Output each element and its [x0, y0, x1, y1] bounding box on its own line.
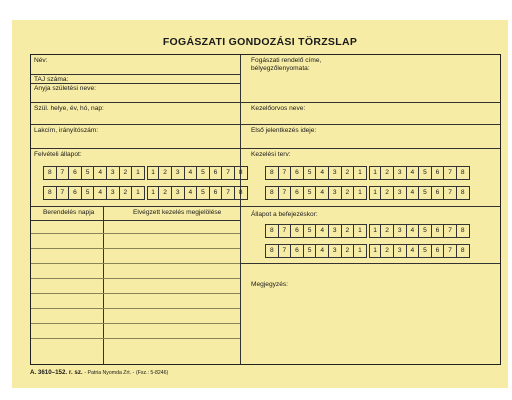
tooth-number-box: 3 — [107, 186, 120, 200]
tooth-number-box: 4 — [316, 224, 329, 238]
tooth-number-box: 5 — [82, 166, 95, 180]
table-header-line — [31, 220, 240, 221]
tooth-number-box: 8 — [266, 224, 279, 238]
tooth-number-box: 8 — [457, 166, 470, 180]
tooth-number-box: 4 — [316, 166, 329, 180]
tooth-number-box: 5 — [82, 186, 95, 200]
doctor-label: Kezelőorvos neve: — [251, 105, 306, 112]
table-column-divider — [103, 206, 104, 364]
tooth-number-box: 2 — [342, 166, 355, 180]
tooth-number-box: 1 — [369, 244, 382, 258]
tooth-number-box: 1 — [369, 166, 382, 180]
tooth-number-box: 7 — [222, 166, 235, 180]
tooth-number-box: 4 — [94, 186, 107, 200]
tooth-number-box: 8 — [266, 186, 279, 200]
birth-label: Szül. helye, év, hó, nap: — [34, 105, 104, 112]
tooth-number-box: 2 — [381, 186, 394, 200]
tooth-number-box: 7 — [222, 186, 235, 200]
tooth-number-box: 1 — [354, 244, 367, 258]
tooth-number-box: 7 — [57, 166, 70, 180]
tooth-number-box: 1 — [132, 186, 145, 200]
taj-label: TAJ száma: — [34, 76, 69, 83]
tooth-number-box: 7 — [279, 224, 292, 238]
tooth-number-box: 1 — [132, 166, 145, 180]
tooth-number-box: 8 — [266, 244, 279, 258]
tooth-number-box: 3 — [394, 186, 407, 200]
initial-lower-teeth — [43, 186, 248, 200]
tooth-number-box: 1 — [354, 166, 367, 180]
treatment-done-header: Elvégzett kezelés megjelölése — [133, 209, 222, 216]
tooth-number-box: 6 — [291, 224, 304, 238]
tooth-number-box: 8 — [44, 186, 57, 200]
tooth-number-box: 4 — [407, 244, 420, 258]
tooth-number-box: 2 — [381, 224, 394, 238]
office-label-2: bélyegzőlenyomata: — [251, 65, 310, 72]
name-line — [31, 74, 240, 75]
tooth-number-box: 2 — [159, 186, 172, 200]
tooth-number-box: 2 — [381, 244, 394, 258]
tooth-number-box: 2 — [120, 186, 133, 200]
tooth-number-box: 1 — [369, 224, 382, 238]
plan-upper-teeth — [265, 166, 470, 180]
tooth-number-box: 2 — [381, 166, 394, 180]
section-line-2 — [31, 206, 500, 207]
tooth-number-box: 4 — [407, 224, 420, 238]
tooth-number-box: 7 — [57, 186, 70, 200]
tooth-number-box: 8 — [266, 166, 279, 180]
tooth-number-box: 8 — [457, 186, 470, 200]
notes-label: Megjegyzés: — [251, 281, 289, 288]
tooth-number-box: 7 — [279, 166, 292, 180]
tooth-number-box: 1 — [354, 186, 367, 200]
tooth-number-box: 6 — [69, 186, 82, 200]
tooth-number-box: 5 — [304, 186, 317, 200]
tooth-number-box: 5 — [197, 166, 210, 180]
tooth-number-box: 3 — [329, 224, 342, 238]
name-label: Név: — [34, 57, 48, 64]
tooth-number-box: 3 — [172, 166, 185, 180]
tooth-number-box: 7 — [279, 244, 292, 258]
tooth-number-box: 2 — [120, 166, 133, 180]
tooth-number-box: 5 — [419, 166, 432, 180]
printer-name: - Patria Nyomda Zrt. - — [84, 370, 135, 376]
tooth-number-box: 3 — [329, 186, 342, 200]
tooth-number-box: 5 — [419, 186, 432, 200]
tooth-number-box: 8 — [457, 224, 470, 238]
tooth-number-box: 6 — [291, 186, 304, 200]
tooth-number-box: 1 — [369, 186, 382, 200]
tooth-number-box: 5 — [197, 186, 210, 200]
tooth-number-box: 7 — [444, 224, 457, 238]
tooth-number-box: 4 — [94, 166, 107, 180]
tooth-number-box: 4 — [407, 166, 420, 180]
tooth-number-box: 8 — [44, 166, 57, 180]
tooth-number-box: 6 — [210, 166, 223, 180]
tooth-number-box: 5 — [304, 244, 317, 258]
tooth-number-box: 6 — [432, 224, 445, 238]
tooth-number-box: 6 — [432, 186, 445, 200]
tooth-number-box: 5 — [304, 166, 317, 180]
tooth-number-box: 1 — [147, 166, 160, 180]
form-footer — [30, 369, 168, 376]
tooth-number-box: 3 — [394, 224, 407, 238]
tooth-number-box: 6 — [432, 166, 445, 180]
tooth-number-box: 2 — [342, 244, 355, 258]
dental-record-card — [12, 20, 508, 388]
initial-state-label: Felvételi állapot: — [34, 151, 82, 158]
order-number: (Fsz.: 5-8246) — [135, 370, 169, 376]
form-frame — [30, 54, 501, 365]
tooth-number-box: 1 — [354, 224, 367, 238]
tooth-number-box: 4 — [185, 166, 198, 180]
tooth-number-box: 8 — [457, 244, 470, 258]
initial-upper-teeth — [43, 166, 248, 180]
section-line-1 — [31, 148, 500, 149]
appointment-day-header: Berendelés napja — [43, 209, 95, 216]
tooth-number-box: 3 — [329, 166, 342, 180]
tooth-number-box: 5 — [304, 224, 317, 238]
tooth-number-box: 5 — [419, 244, 432, 258]
office-label: Fogászati rendelő címe, — [251, 57, 322, 64]
tooth-number-box: 7 — [444, 186, 457, 200]
tooth-number-box: 3 — [329, 244, 342, 258]
tooth-number-box: 2 — [342, 224, 355, 238]
plan-lower-teeth — [265, 186, 470, 200]
mother-name-label: Anyja születési neve: — [34, 85, 96, 92]
tooth-number-box: 7 — [279, 186, 292, 200]
tooth-number-box: 4 — [185, 186, 198, 200]
tooth-number-box: 5 — [419, 224, 432, 238]
tooth-number-box: 6 — [291, 244, 304, 258]
final-upper-teeth — [265, 224, 470, 238]
final-state-label: Állapot a befejezéskor: — [251, 211, 318, 218]
first-visit-label: Első jelentkezés ideje: — [251, 127, 317, 134]
tooth-number-box: 3 — [107, 166, 120, 180]
form-title: FOGÁSZATI GONDOZÁSI TÖRZSLAP — [162, 36, 358, 48]
tooth-number-box: 1 — [147, 186, 160, 200]
tooth-number-box: 3 — [394, 244, 407, 258]
tooth-number-box: 8 — [235, 166, 248, 180]
tooth-number-box: 6 — [291, 166, 304, 180]
form-code: A. 3610–152. r. sz. — [30, 369, 83, 376]
tooth-number-box: 6 — [69, 166, 82, 180]
tooth-number-box: 2 — [342, 186, 355, 200]
tooth-number-box: 6 — [432, 244, 445, 258]
tooth-number-box: 4 — [316, 186, 329, 200]
tooth-number-box: 7 — [444, 244, 457, 258]
notes-separator — [240, 263, 500, 264]
tooth-number-box: 7 — [444, 166, 457, 180]
tooth-number-box: 4 — [316, 244, 329, 258]
tooth-number-box: 3 — [172, 186, 185, 200]
final-lower-teeth — [265, 244, 470, 258]
tooth-number-box: 6 — [210, 186, 223, 200]
address-label: Lakcím, irányítószám: — [34, 127, 99, 134]
tooth-number-box: 2 — [159, 166, 172, 180]
tooth-number-box: 8 — [235, 186, 248, 200]
treatment-plan-label: Kezelési terv: — [251, 151, 291, 158]
tooth-number-box: 3 — [394, 166, 407, 180]
tooth-number-box: 4 — [407, 186, 420, 200]
